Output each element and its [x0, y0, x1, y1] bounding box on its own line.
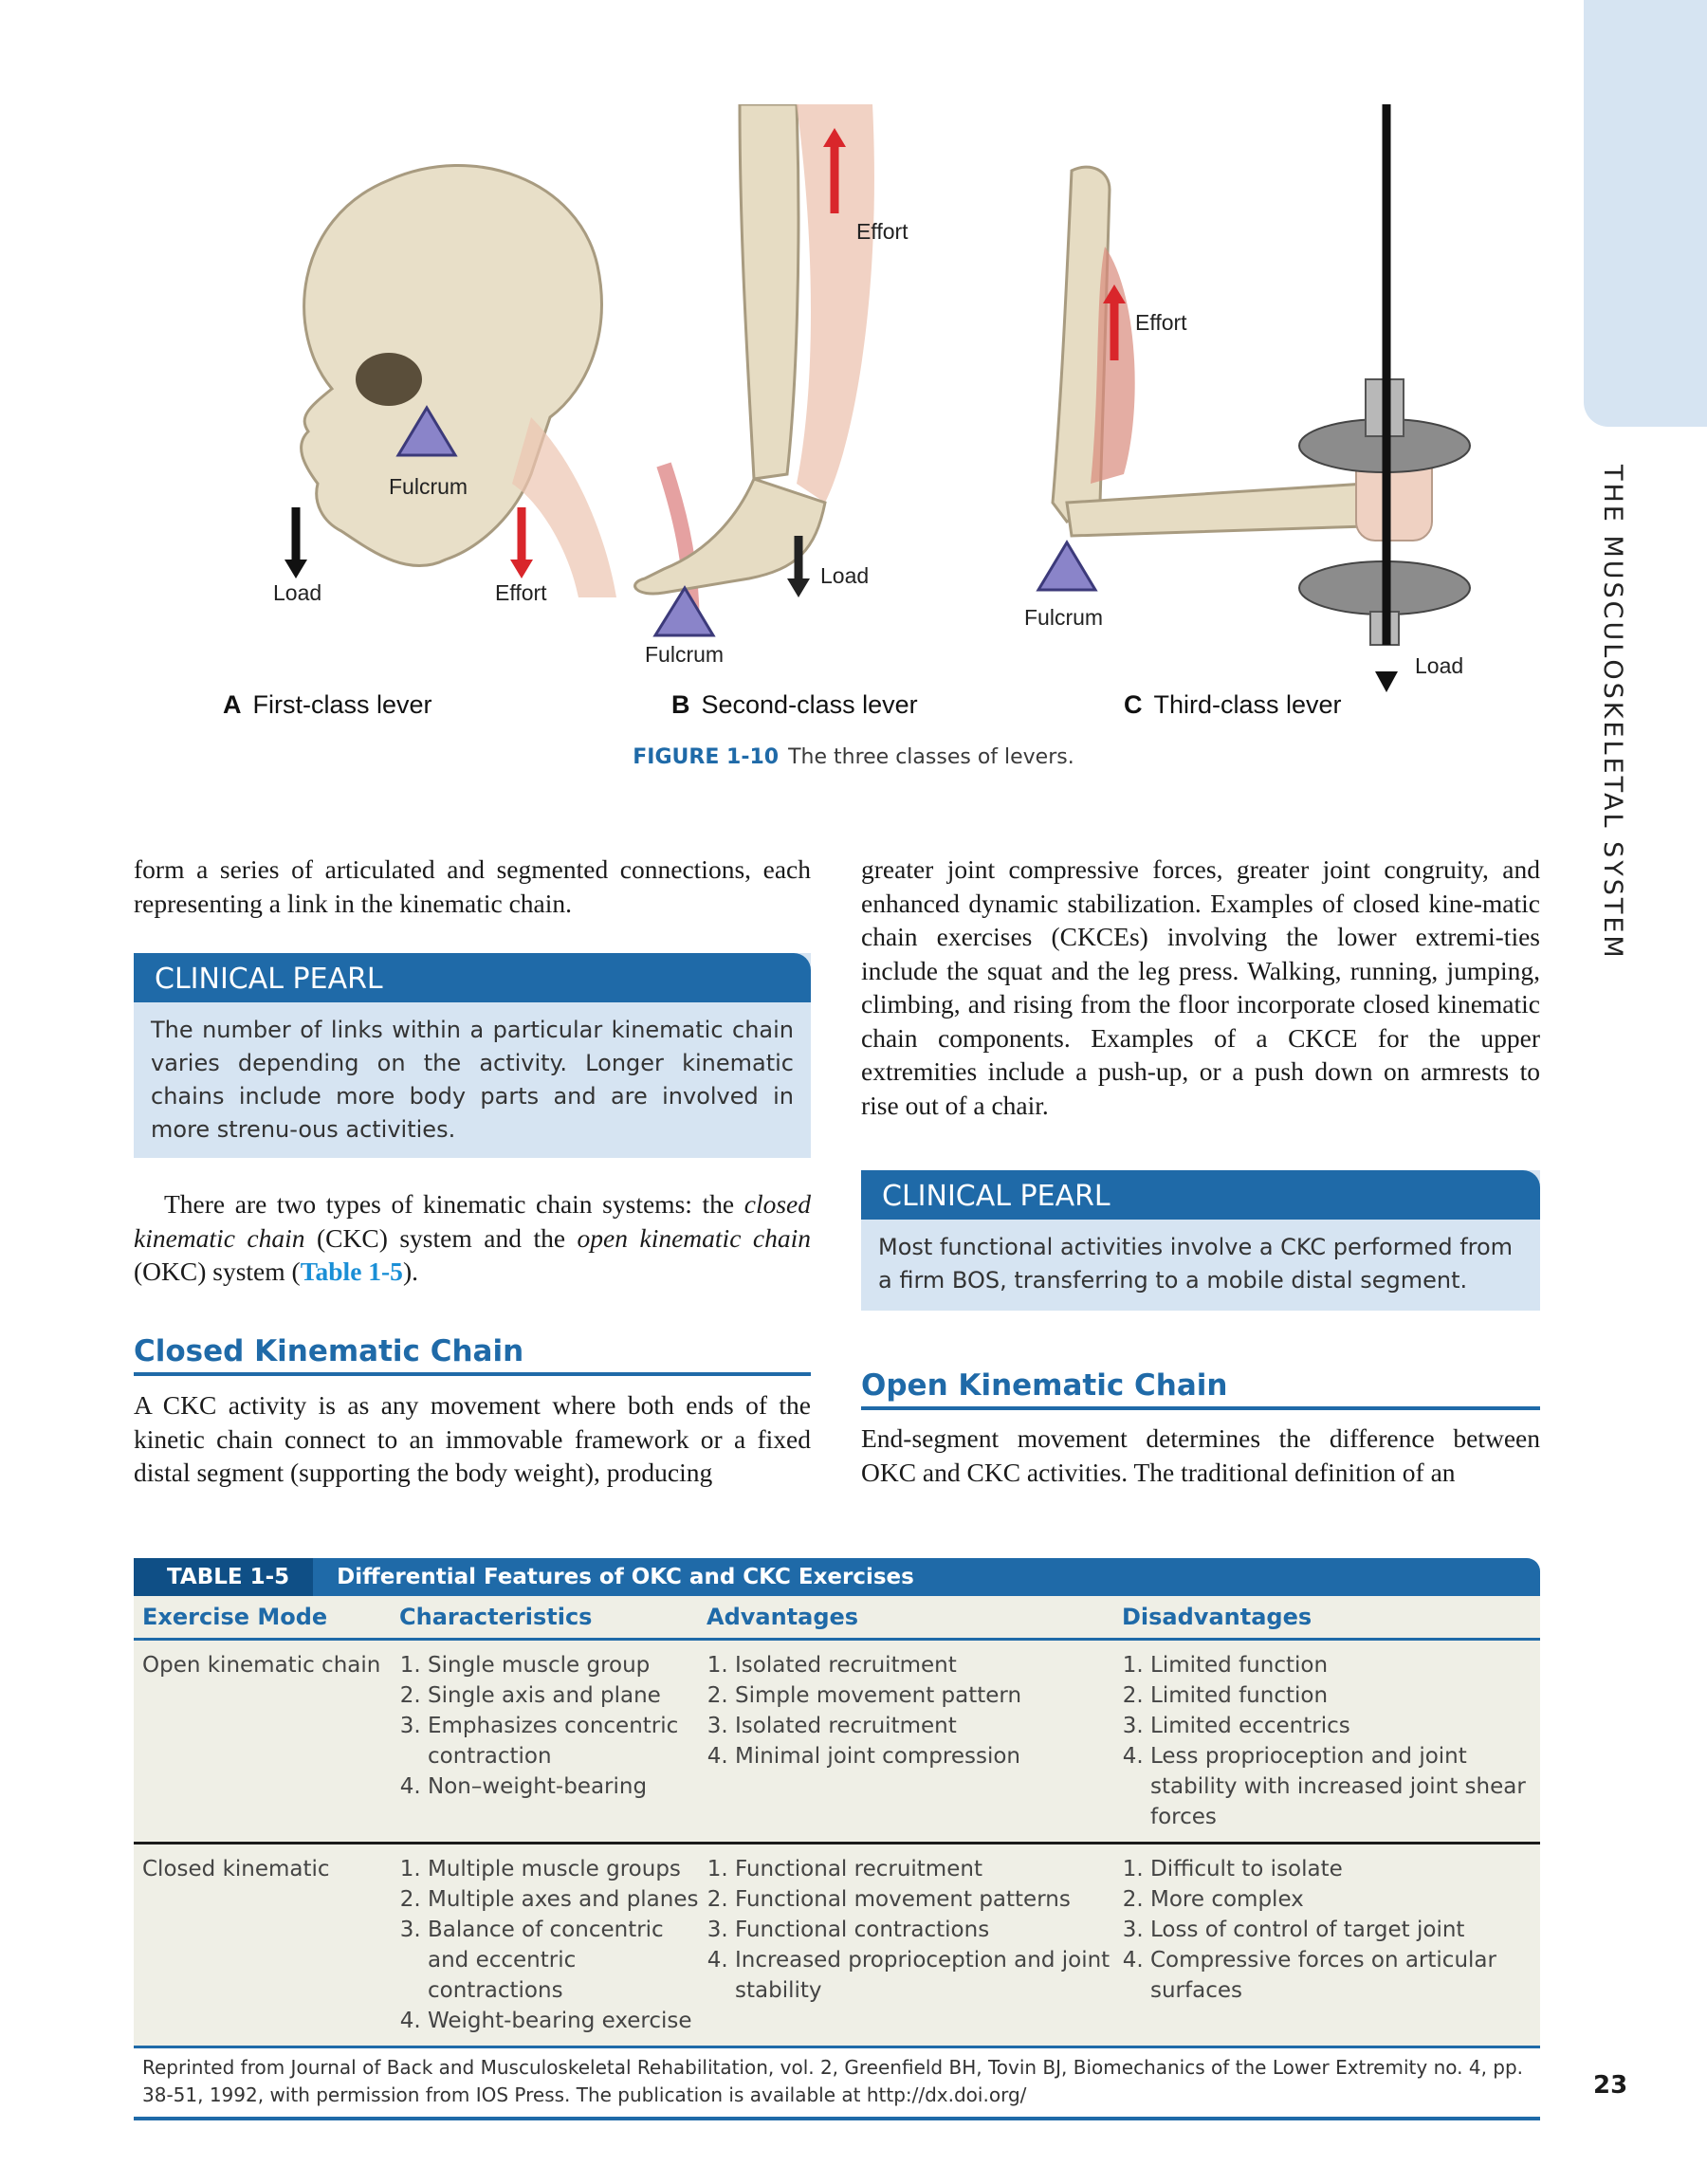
- left-para-2-c: (OKC) system (: [134, 1257, 301, 1286]
- page-number: 23: [1593, 2071, 1628, 2100]
- left-column-bottom: [134, 1388, 811, 1490]
- list-item: 2. Multiple axes and planes: [428, 1884, 699, 1915]
- left-para-2-d: ).: [402, 1257, 418, 1286]
- list-item: 2. Limited function: [1150, 1680, 1540, 1711]
- left-column-middle: [134, 1187, 811, 1289]
- row-disadvantages: [1114, 1854, 1540, 2036]
- open-kinematic-chain-heading: Open Kinematic Chain: [861, 1368, 1540, 1410]
- closed-chain-term: closed kinematic chain: [134, 1189, 811, 1253]
- panel-a-title: First-class lever: [252, 690, 432, 719]
- list-item: 3. Isolated recruitment: [735, 1711, 1114, 1741]
- load-c-arrowhead: [1375, 671, 1398, 692]
- row-disadvantages: [1114, 1650, 1540, 1832]
- panel-c-title: Third-class lever: [1153, 690, 1342, 719]
- fulcrum-b-label: Fulcrum: [645, 642, 725, 667]
- table-1-5: [134, 1558, 1540, 2120]
- table-row: [134, 1641, 1540, 1842]
- column-header-exercise-mode: Exercise Mode: [142, 1604, 328, 1630]
- fulcrum-c-icon: [1038, 542, 1095, 590]
- panel-c-caption: [1124, 690, 1342, 719]
- load-c-label: Load: [1415, 653, 1464, 678]
- list-item: 4. Compressive forces on articular surfaces: [1150, 1945, 1540, 2006]
- left-column-top: [134, 853, 811, 920]
- chapter-title-text: THE MUSCULOSKELETAL SYSTEM: [1598, 465, 1627, 961]
- open-chain-term: open kinematic chain: [577, 1222, 811, 1253]
- row-characteristics: [392, 1854, 699, 2036]
- list-item: 3. Loss of control of target joint: [1150, 1915, 1540, 1945]
- load-b-label: Load: [820, 563, 870, 588]
- table-title: Differential Features of OKC and CKC Exercises: [337, 1565, 914, 1589]
- list-item: 4. Minimal joint compression: [735, 1741, 1114, 1771]
- fulcrum-c-label: Fulcrum: [1024, 605, 1104, 630]
- column-header-disadvantages: Disadvantages: [1122, 1604, 1312, 1630]
- skull-illustration: [302, 165, 692, 635]
- table-1-5-link[interactable]: Table 1-5: [300, 1257, 403, 1286]
- row-mode: Open kinematic chain: [142, 1653, 381, 1678]
- left-para-1: form a series of articulated and segmented connections, each representing a link in the kinematic chain.: [134, 854, 811, 918]
- table-row: [134, 1842, 1540, 2046]
- list-item: 4. Less proprioception and joint stability with increased joint shear forces: [1150, 1741, 1540, 1832]
- row-characteristics: [392, 1650, 699, 1832]
- right-column-top: [861, 853, 1540, 1122]
- right-column-bottom: [861, 1422, 1540, 1489]
- load-a-label: Load: [273, 580, 322, 605]
- panel-a-caption: [223, 690, 432, 719]
- column-header-characteristics: Characteristics: [399, 1604, 593, 1630]
- clinical-pearl-right: [861, 1170, 1540, 1311]
- list-item: 2. Simple movement pattern: [735, 1680, 1114, 1711]
- clinical-pearl-left-title: CLINICAL PEARL: [134, 953, 811, 1002]
- clinical-pearl-left: [134, 953, 811, 1158]
- list-item: 3. Emphasizes concentric contraction: [428, 1711, 699, 1771]
- column-header-advantages: Advantages: [707, 1604, 859, 1630]
- fulcrum-a-label: Fulcrum: [389, 474, 468, 499]
- table-label: TABLE 1-5: [134, 1558, 313, 1596]
- clinical-pearl-right-text: Most functional activities involve a CKC performed from a firm BOS, transferring to a mobile distal segment.: [878, 1234, 1514, 1294]
- figure-number: FIGURE 1-10: [633, 745, 780, 769]
- list-item: 1. Difficult to isolate: [1150, 1854, 1540, 1884]
- table-header-bar: [134, 1558, 1540, 1596]
- left-para-2-b: (CKC) system and the: [304, 1222, 578, 1253]
- list-item: 2. Single axis and plane: [428, 1680, 699, 1711]
- lever-illustration: [133, 104, 1555, 806]
- clinical-pearl-left-text: The number of links within a particular kinematic chain varies depending on the activity. Longer kinematic chains include more body parts and are involved in more strenu-ous activities.: [151, 1017, 794, 1143]
- chapter-title: [1584, 455, 1671, 961]
- right-para-2: End-segment movement determines the difference between OKC and CKC activities. The traditional definition of an: [861, 1423, 1540, 1487]
- fulcrum-b-icon: [655, 588, 713, 635]
- clinical-pearl-right-title: CLINICAL PEARL: [861, 1170, 1540, 1220]
- left-para-2-a: There are two types of kinematic chain systems: the: [164, 1189, 744, 1219]
- panel-b-title: Second-class lever: [701, 690, 918, 719]
- figure-caption: [0, 745, 1707, 769]
- left-para-2: [134, 1187, 811, 1289]
- effort-a-label: Effort: [495, 580, 547, 605]
- arm-dumbbell-illustration: [1053, 167, 1470, 645]
- list-item: 4. Non–weight-bearing: [428, 1771, 699, 1802]
- panel-c-letter: C: [1124, 690, 1143, 719]
- panel-b-caption: [671, 690, 918, 719]
- list-item: 3. Limited eccentrics: [1150, 1711, 1540, 1741]
- list-item: 4. Increased proprioception and joint stability: [735, 1945, 1114, 2006]
- list-item: 1. Isolated recruitment: [735, 1650, 1114, 1680]
- list-item: 3. Functional contractions: [735, 1915, 1114, 1945]
- list-item: 1. Limited function: [1150, 1650, 1540, 1680]
- chapter-tab: [1584, 0, 1707, 427]
- left-para-3: A CKC activity is as any movement where both ends of the kinetic chain connect to an immovable framework or a fixed distal segment (supporting the body weight), producing: [134, 1390, 811, 1487]
- load-a-arrowhead: [284, 560, 307, 578]
- list-item: 1. Single muscle group: [428, 1650, 699, 1680]
- right-para-1: greater joint compressive forces, greater joint congruity, and enhanced dynamic stabilization. Examples of closed kine-matic chain exercises (CKCEs) involving the lower extremi-ties include the squat and the leg press. Walking, running, jumping, climbing, and rising from the floor incorporate closed kinematic chain components. Examples of a CKCE for the upper extremities include a push-up, or a push down on armrests to rise out of a chair.: [861, 854, 1540, 1120]
- load-b-arrowhead: [787, 578, 810, 597]
- list-item: 1. Functional recruitment: [735, 1854, 1114, 1884]
- effort-a-arrowhead: [510, 560, 533, 578]
- table-source-note: Reprinted from Journal of Back and Musculoskeletal Rehabilitation, vol. 2, Greenfield BH, Tovin BJ, Biomechanics of the Lower Extremity no. 4, pp. 38-51, 1992, with permission from IOS Press. The publication is available at http://dx.doi.org/: [134, 2046, 1540, 2120]
- effort-c-label: Effort: [1135, 310, 1187, 335]
- list-item: 3. Balance of concentric and eccentric contractions: [428, 1915, 699, 2006]
- list-item: 2. More complex: [1150, 1884, 1540, 1915]
- row-mode: Closed kinematic: [142, 1857, 330, 1881]
- list-item: 2. Functional movement patterns: [735, 1884, 1114, 1915]
- row-advantages: [699, 1854, 1114, 2036]
- table-column-headers: [134, 1596, 1540, 1641]
- effort-b-label: Effort: [856, 219, 909, 244]
- list-item: 4. Weight-bearing exercise: [428, 2006, 699, 2036]
- closed-kinematic-chain-heading: Closed Kinematic Chain: [134, 1334, 811, 1376]
- list-item: 1. Multiple muscle groups: [428, 1854, 699, 1884]
- row-advantages: [699, 1650, 1114, 1832]
- panel-b-letter: B: [671, 690, 690, 719]
- table-body: [134, 1596, 1540, 2046]
- figure-caption-text: The three classes of levers.: [788, 745, 1074, 769]
- panel-a-letter: A: [223, 690, 242, 719]
- lever-figure: [133, 104, 1555, 806]
